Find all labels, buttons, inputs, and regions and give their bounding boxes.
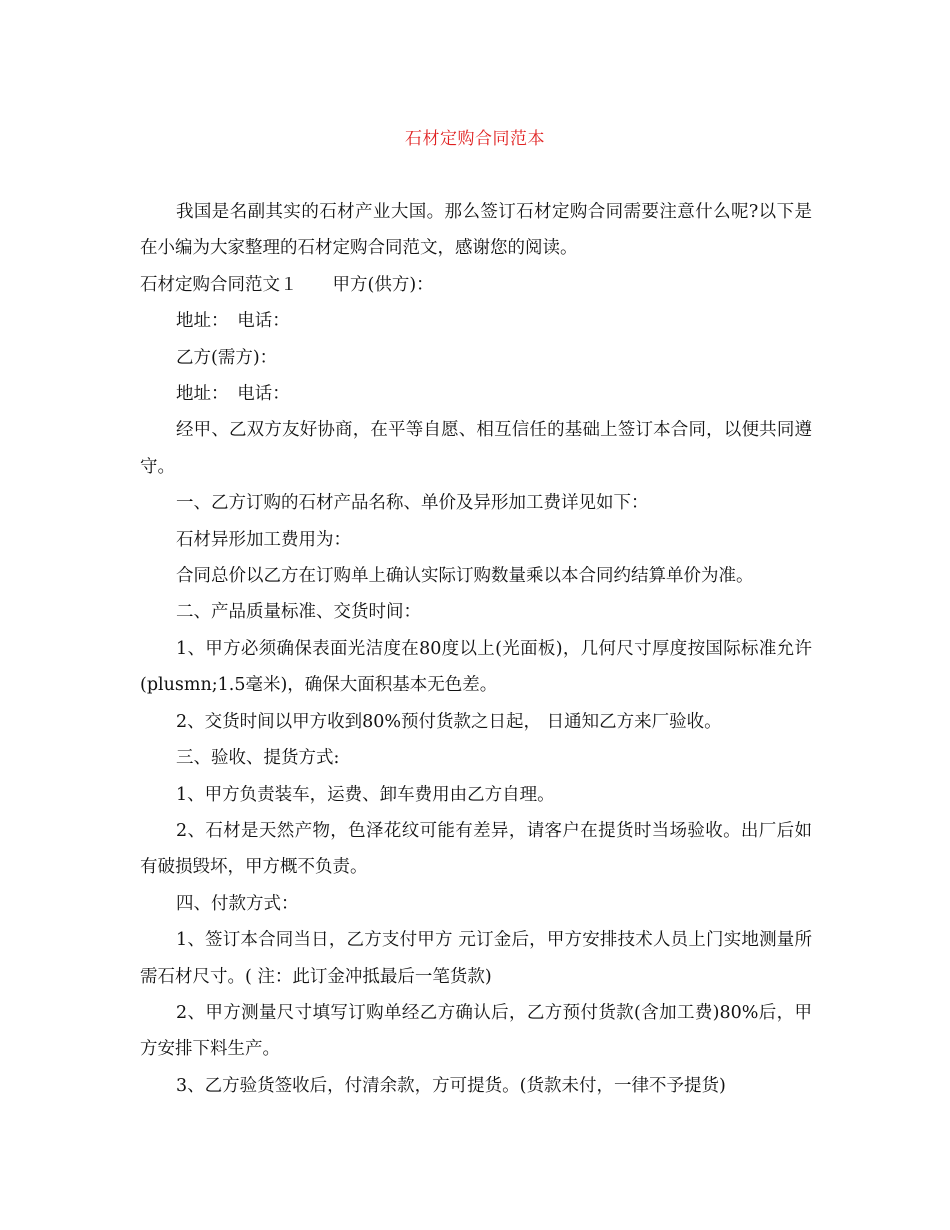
paragraph: 地址： 电话： — [176, 311, 290, 332]
paragraph: 地址： 电话： — [176, 384, 290, 405]
paragraph: 一、乙方订购的石材产品名称、单价及异形加工费详见如下： — [176, 493, 649, 514]
paragraph: 1、甲方必须确保表面光洁度在80度以上(光面板)，几何尺寸厚度按国际标准允许(plusmn;1.5毫米)，确保大面积基本无色差。 — [140, 638, 812, 696]
paragraph: 2、甲方测量尺寸填写订购单经乙方确认后，乙方预付货款(含加工费)80%后，甲方安排下料生产。 — [140, 1002, 812, 1060]
paragraph: 四、付款方式： — [176, 893, 299, 914]
paragraph: 合同总价以乙方在订购单上确认实际订购数量乘以本合同约结算单价为准。 — [176, 566, 754, 587]
paragraph: 石材定购合同范文１ 甲方(供方)： — [140, 274, 434, 295]
paragraph: 石材异形加工费用为： — [176, 529, 351, 550]
document-title: 石材定购合同范本 — [405, 129, 545, 149]
paragraph: 3、乙方验货签收后，付清余款，方可提货。(货款未付，一律不予提货) — [176, 1075, 726, 1096]
paragraph: 经甲、乙双方友好协商，在平等自愿、相互信任的基础上签订本合同，以便共同遵守。 — [140, 420, 812, 477]
paragraph: 乙方(需方)： — [176, 347, 278, 368]
document-body — [140, 194, 812, 1104]
paragraph: 1、甲方负责装车，运费、卸车费用由乙方自理。 — [176, 784, 555, 805]
paragraph: 1、签订本合同当日，乙方支付甲方 元订金后，甲方安排技术人员上门实地测量所需石材尺寸。( 注：此订金冲抵最后一笔货款) — [140, 930, 812, 987]
paragraph: 2、交货时间以甲方收到80%预付货款之日起， 日通知乙方来厂验收。 — [176, 711, 722, 732]
paragraph: 2、石材是天然产物，色泽花纹可能有差异，请客户在提货时当场验收。出厂后如有破损毁坏，甲方概不负责。 — [140, 820, 812, 878]
paragraph: 我国是名副其实的石材产业大国。那么签订石材定购合同需要注意什么呢?以下是在小编为大家整理的石材定购合同范文，感谢您的阅读。 — [140, 202, 812, 259]
paragraph: 三、验收、提货方式: — [176, 748, 340, 769]
paragraph: 二、产品质量标准、交货时间： — [176, 602, 421, 623]
